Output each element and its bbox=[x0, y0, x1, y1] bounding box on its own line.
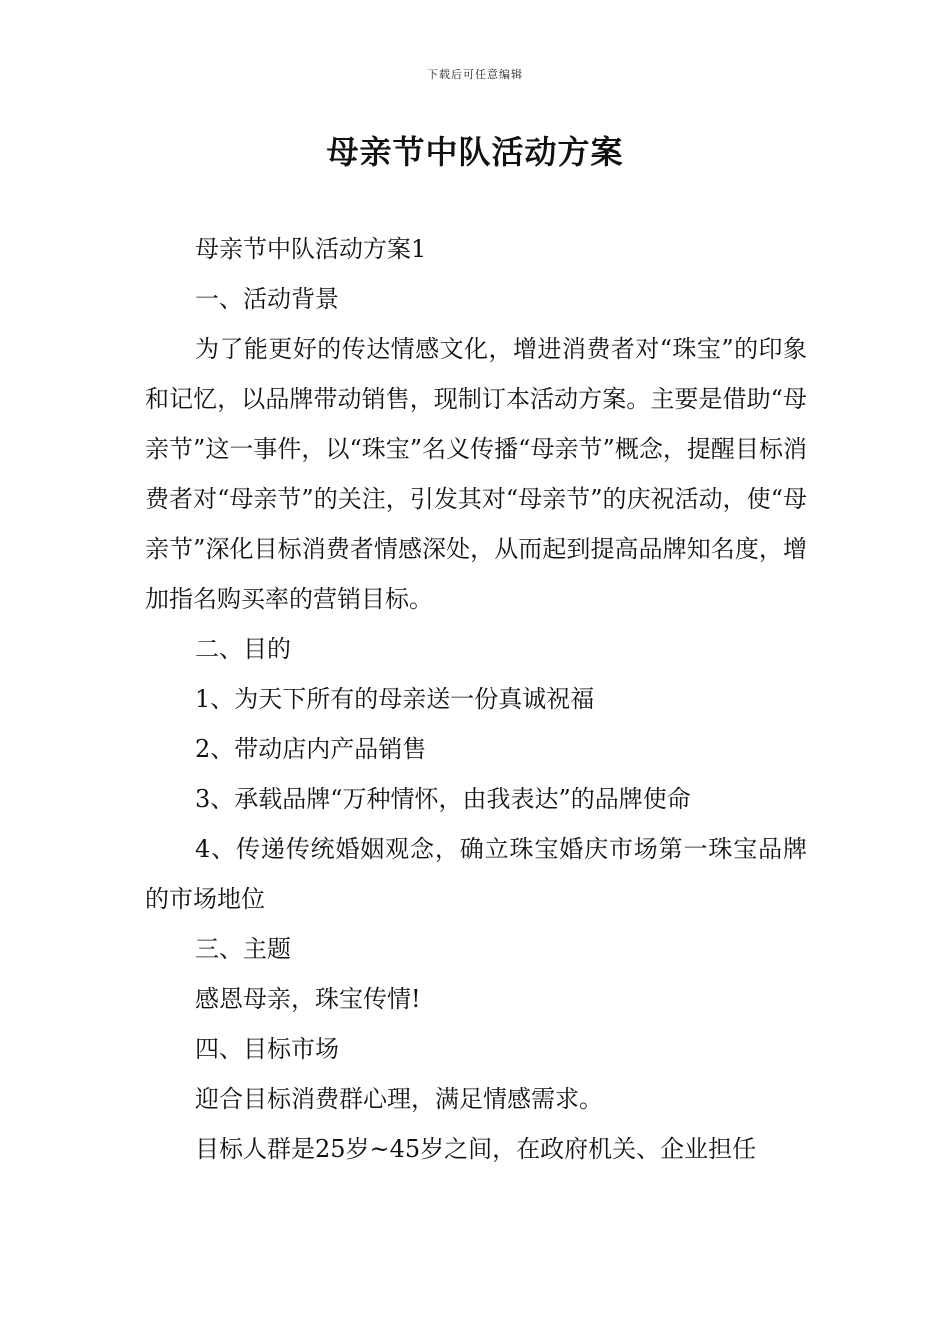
list-item: 1、为天下所有的母亲送一份真诚祝福 bbox=[195, 685, 595, 713]
list-item: 2、带动店内产品销售 bbox=[195, 735, 427, 763]
paragraph: 迎合目标消费群心理，满足情感需求。 bbox=[195, 1085, 603, 1113]
document-body bbox=[145, 224, 807, 1174]
section-heading: 母亲节中队活动方案1 bbox=[195, 235, 427, 263]
section-heading: 三、主题 bbox=[195, 935, 291, 963]
header-note: 下载后可任意编辑 bbox=[427, 68, 523, 81]
document-title: 母亲节中队活动方案 bbox=[326, 133, 624, 171]
section-heading: 四、目标市场 bbox=[195, 1035, 339, 1063]
section-heading: 二、目的 bbox=[195, 635, 291, 663]
list-item: 3、承载品牌“万种情怀，由我表达”的品牌使命 bbox=[195, 785, 691, 813]
paragraph: 为了能更好的传达情感文化，增进消费者对“珠宝”的印象和记忆，以品牌带动销售，现制订本活动方案。主要是借助“母亲节”这一事件，以“珠宝”名义传播“母亲节”概念，提醒目标消费者对“母亲节”的关注，引发其对“母亲节”的庆祝活动，使“母亲节”深化目标消费者情感深处，从而起到提高品牌知名度，增加指名购买率的营销目标。 bbox=[145, 335, 807, 613]
paragraph: 目标人群是25岁~45岁之间，在政府机关、企业担任 bbox=[195, 1135, 757, 1163]
paragraph: 感恩母亲，珠宝传情! bbox=[195, 985, 421, 1013]
list-item: 4、传递传统婚姻观念，确立珠宝婚庆市场第一珠宝品牌的市场地位 bbox=[145, 835, 807, 913]
section-heading: 一、活动背景 bbox=[195, 285, 339, 313]
